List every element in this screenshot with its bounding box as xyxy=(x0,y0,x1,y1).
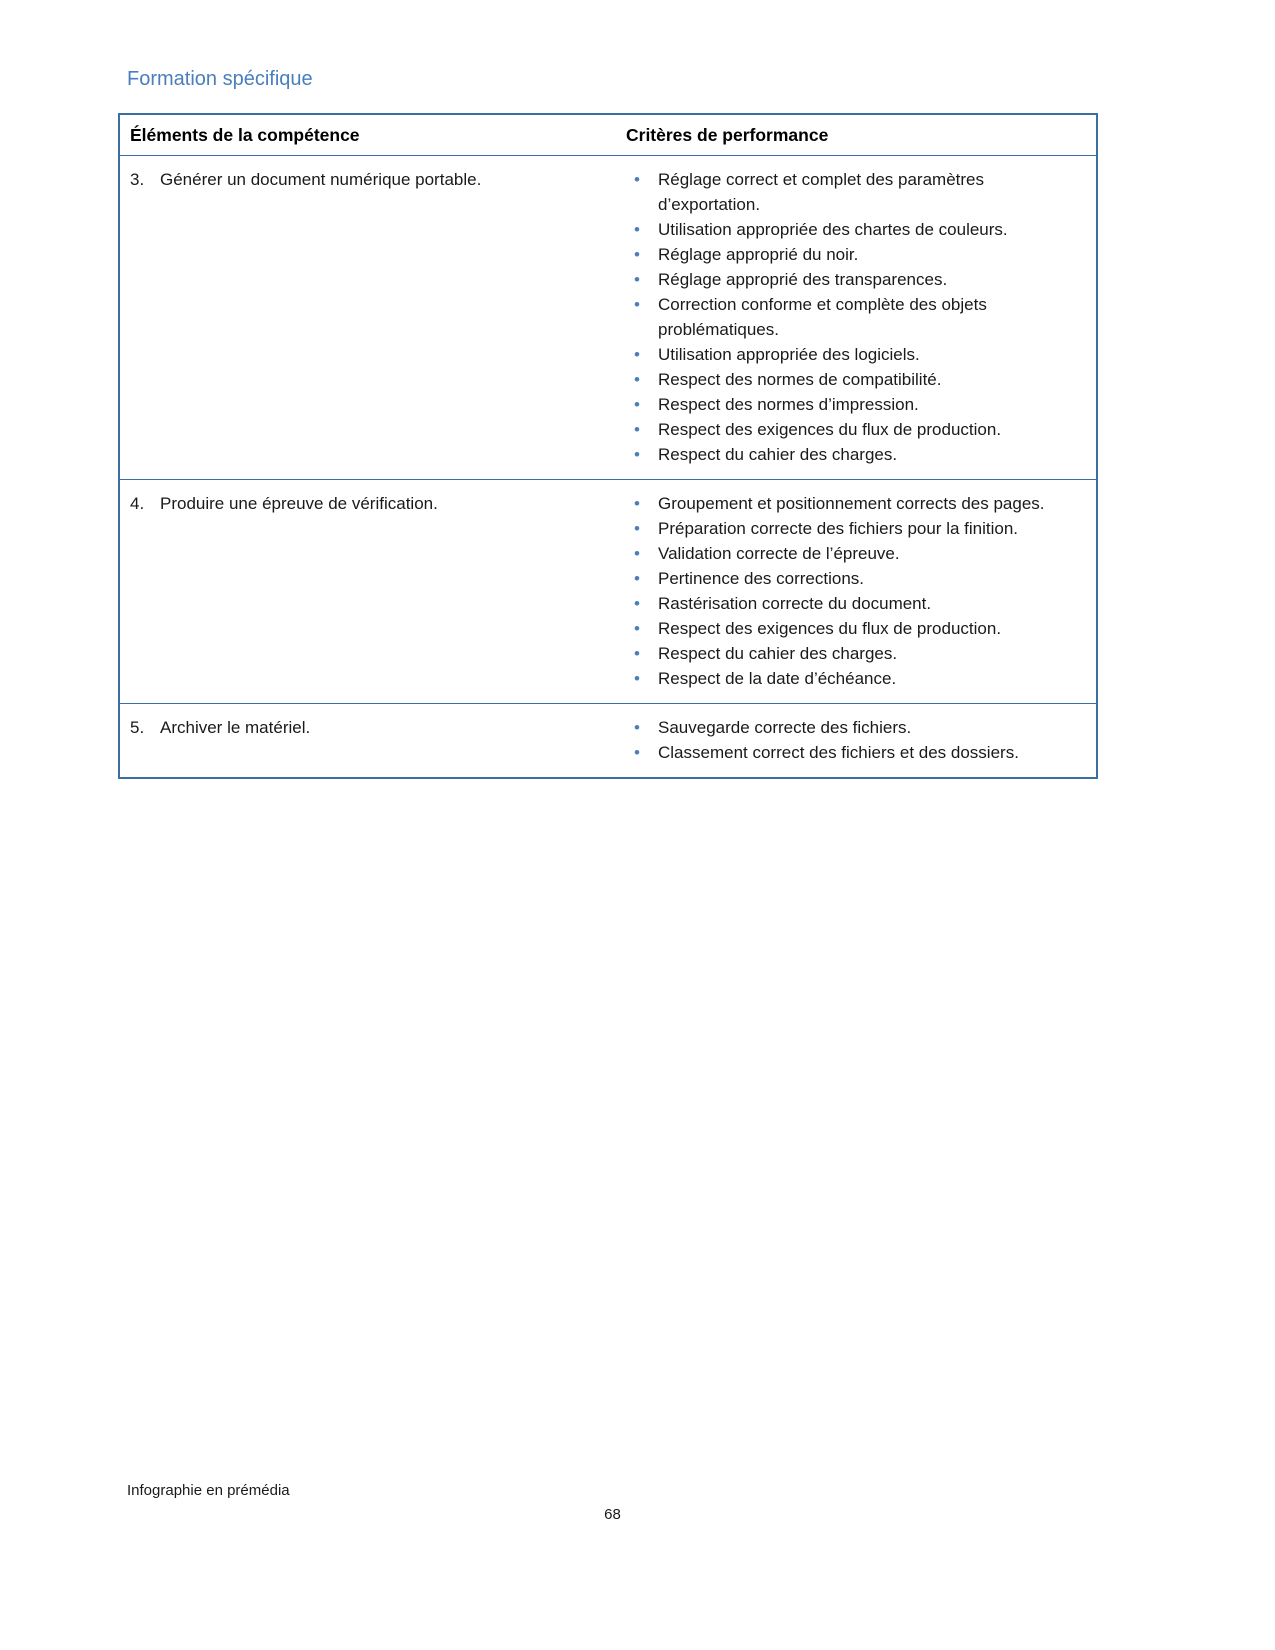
criteria-item: • Sauvegarde correcte des fichiers. xyxy=(626,715,1086,740)
element-number: 5. xyxy=(130,718,145,737)
criteria-item: • Préparation correcte des fichiers pour la finition. xyxy=(626,516,1086,541)
criteria-item: • Groupement et positionnement corrects des pages. xyxy=(626,491,1086,516)
footer-text: Infographie en prémédia xyxy=(127,1482,290,1499)
criteria-item: • Utilisation appropriée des chartes de couleurs. xyxy=(626,217,1086,242)
criteria-item: • Respect des exigences du flux de production. xyxy=(626,616,1086,641)
criteria-item: • Respect des normes de compatibilité. xyxy=(626,367,1086,392)
table-row xyxy=(119,704,1097,779)
element-entry xyxy=(130,715,606,740)
criteria-item: • Classement correct des fichiers et des dossiers. xyxy=(626,740,1086,765)
section-header: Formation spécifique xyxy=(127,68,313,90)
table-body xyxy=(119,156,1097,779)
criteria-item: • Respect de la date d’échéance. xyxy=(626,666,1086,691)
criteria-list xyxy=(626,167,1086,467)
element-text: Produire une épreuve de vérification. xyxy=(160,494,438,513)
criteria-item: • Réglage correct et complet des paramètres d’exportation. xyxy=(626,167,1086,217)
element-number: 3. xyxy=(130,170,145,189)
criteria-cell xyxy=(616,156,1097,480)
page-number: 68 xyxy=(604,1506,621,1523)
criteria-item: • Respect du cahier des charges. xyxy=(626,641,1086,666)
column-header-criteria: Critères de performance xyxy=(616,114,1097,156)
criteria-item: • Respect du cahier des charges. xyxy=(626,442,1086,467)
column-header-elements: Éléments de la compétence xyxy=(119,114,616,156)
element-cell xyxy=(119,156,616,480)
criteria-list xyxy=(626,491,1086,691)
competence-table xyxy=(118,113,1098,779)
criteria-cell xyxy=(616,704,1097,779)
element-text: Archiver le matériel. xyxy=(160,718,311,737)
table-row xyxy=(119,480,1097,704)
criteria-list xyxy=(626,715,1086,765)
element-text: Générer un document numérique portable. xyxy=(160,170,482,189)
criteria-item: • Réglage approprié des transparences. xyxy=(626,267,1086,292)
criteria-item: • Respect des normes d’impression. xyxy=(626,392,1086,417)
table-row xyxy=(119,156,1097,480)
element-cell xyxy=(119,704,616,779)
criteria-item: • Correction conforme et complète des objets problématiques. xyxy=(626,292,1086,342)
table-header-row xyxy=(119,114,1097,156)
criteria-item: • Pertinence des corrections. xyxy=(626,566,1086,591)
element-number: 4. xyxy=(130,494,145,513)
element-entry xyxy=(130,167,606,192)
criteria-item: • Rastérisation correcte du document. xyxy=(626,591,1086,616)
element-entry xyxy=(130,491,606,516)
criteria-item: • Utilisation appropriée des logiciels. xyxy=(626,342,1086,367)
criteria-item: • Validation correcte de l’épreuve. xyxy=(626,541,1086,566)
criteria-item: • Respect des exigences du flux de production. xyxy=(626,417,1086,442)
page-footer xyxy=(127,1482,1098,1523)
criteria-item: • Réglage approprié du noir. xyxy=(626,242,1086,267)
element-cell xyxy=(119,480,616,704)
criteria-cell xyxy=(616,480,1097,704)
